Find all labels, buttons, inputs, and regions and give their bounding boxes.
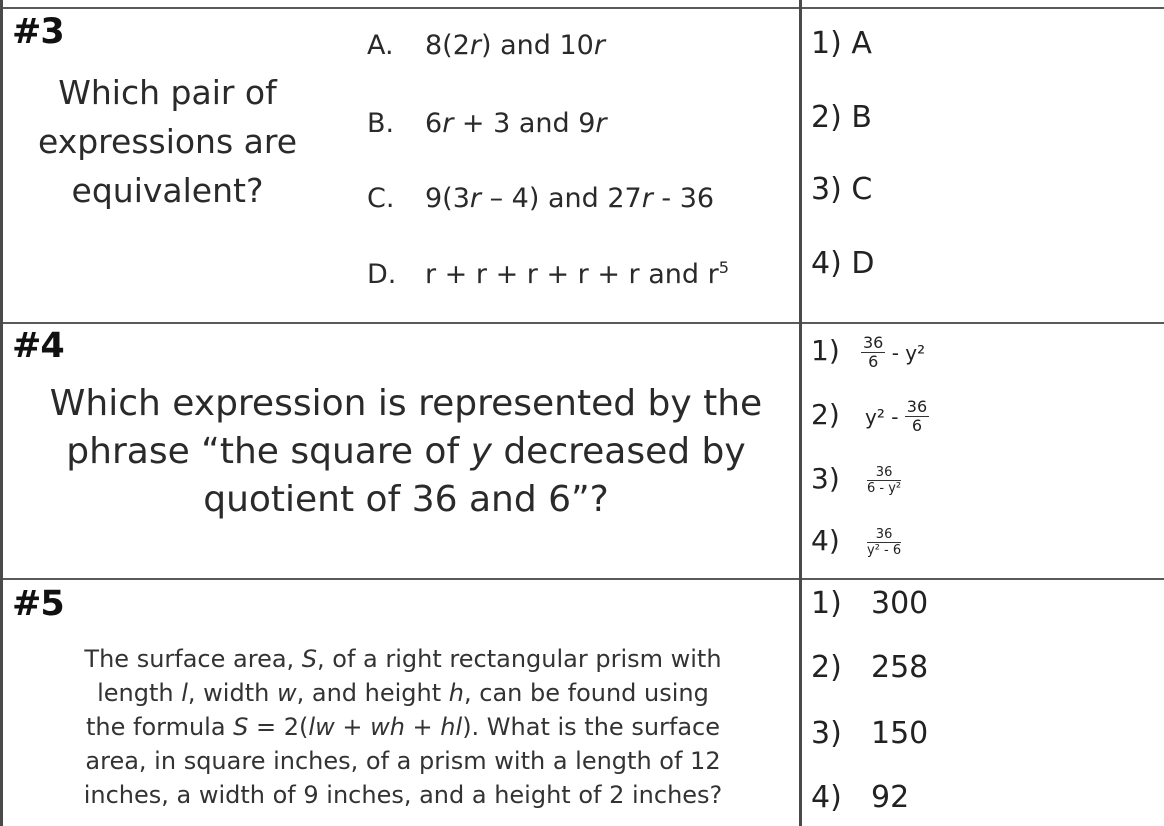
question-3-text [0,68,335,215]
option-letter: C. [367,183,395,214]
question-5-line: The surface area, S, of a right rectangular prism with [84,645,722,673]
q4-answer-2[interactable]: 2) y² - $\frac{36}{6}$ [811,396,928,435]
top-border [0,7,1164,9]
q5-answer-3[interactable]: 3) 150 [811,716,929,751]
question-5-line: the formula S = 2(lw + wh + hl). What is the surface [85,713,721,741]
q4-answer-1[interactable]: 1) $\frac{36}{6}$ - y² [811,332,926,371]
question-5-line: length l, width w, and height h, can be found using [97,679,709,707]
question-4-number: #4 [12,326,64,366]
fraction: $\frac{36}{\text{y² - 6}}$ [867,526,902,558]
q3-answer-3[interactable]: 3) C [811,172,873,207]
q5-answer-4[interactable]: 4) 92 [811,780,910,815]
question-3-number: #3 [12,12,64,52]
answer-label: 1) [811,334,840,367]
answer-label: 1) [811,586,842,621]
q3-answer-4[interactable]: 4) D [811,246,875,281]
q3-answer-1[interactable]: 1) A [811,26,872,61]
question-4-text [0,380,812,524]
option-letter: D. [367,259,397,290]
question-3-line: expressions are [37,122,298,161]
question-3-line: equivalent? [71,171,264,210]
row-divider-q3-q4 [0,322,1164,324]
question-4-line: Which expression is represented by the [49,383,763,424]
question-5-line: inches, a width of 9 inches, and a height of 2 inches? [83,781,723,809]
option-b: B. 6r + 3 and 9r [367,108,607,139]
answer-label: 2) [811,398,840,431]
question-4-line: phrase “the square of y decreased by [66,431,746,472]
question-5-number: #5 [12,584,64,624]
row-divider-q4-q5 [0,578,1164,580]
answer-label: 3) [811,716,842,751]
answer-label: 4) [811,524,840,557]
q5-answer-1[interactable]: 1) 300 [811,586,929,621]
option-c: C. 9(3r – 4) and 27r - 36 [367,183,715,214]
fraction: $\frac{36}{6}$ [863,332,884,371]
question-3-line: Which pair of [58,73,277,112]
question-5-line: area, in square inches, of a prism with a length of 12 [85,747,721,775]
fraction: $\frac{36}{\text{6 - y²}}$ [867,464,902,496]
fraction: $\frac{36}{6}$ [906,396,928,435]
answer-label: 4) [811,780,842,815]
q4-answer-4[interactable] [811,524,901,557]
q5-answer-2[interactable]: 2) 258 [811,650,929,685]
q4-answer-3[interactable] [811,462,901,495]
q3-answer-2[interactable]: 2) B [811,100,872,135]
question-5-text [8,642,798,812]
option-d: D. r + r + r + r + r and $r^5$ [367,258,730,290]
option-letter: A. [367,30,394,61]
option-a: A. 8(2r) and 10r [367,30,605,61]
answer-label: 3) [811,462,840,495]
question-4-line: quotient of 36 and 6”? [203,479,609,520]
answer-label: 2) [811,650,842,685]
option-letter: B. [367,108,395,139]
